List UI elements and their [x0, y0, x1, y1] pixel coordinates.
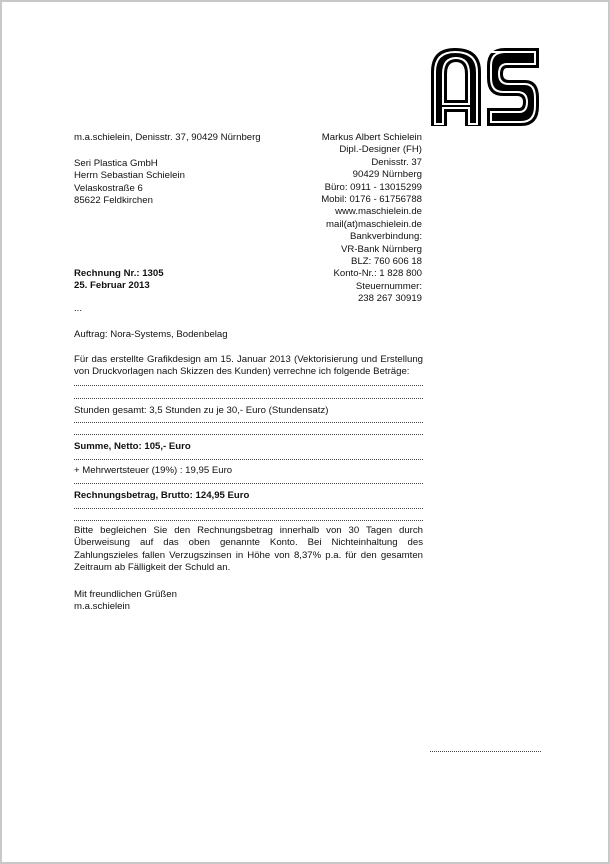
bank-code: BLZ: 760 606 18: [351, 255, 422, 267]
contact-street: Denisstr. 37: [371, 156, 422, 168]
invoice-header: [74, 268, 164, 293]
contact-city: 90429 Nürnberg: [352, 169, 422, 181]
dotted-rule: [74, 422, 423, 423]
dotted-rule: [74, 459, 423, 460]
payment-terms-paragraph: Bitte begleichen Sie den Rechnungsbetrag innerhalb von 30 Tagen durch Überweisung auf das oben genannte Konto. Bei Nichteinhaltung des Zahlungszieles fallen Verzugszinsen in Höhe von 8,37% p.a. für den gesamten Zeitraum ab Fälligkeit der Schuld an.: [74, 525, 423, 574]
dotted-rule: [74, 483, 423, 484]
sender-contact-block: [321, 132, 422, 305]
recipient-street: Velaskostraße 6: [74, 182, 143, 194]
account-number: Konto-Nr.: 1 828 800: [333, 268, 422, 280]
recipient-person: Herrn Sebastian Schielein: [74, 170, 185, 182]
recipient-city: 85622 Feldkirchen: [74, 195, 153, 207]
contact-email: mail(at)maschielein.de: [326, 218, 422, 230]
intro-paragraph: Für das erstellte Grafikdesign am 15. Januar 2013 (Vektorisierung und Erstellung von Druckvorlagen nach Skizzen des Kunden) verrechne ich folgende Beträge:: [74, 354, 423, 378]
tax-heading: Steuernummer:: [355, 280, 422, 292]
contact-office-phone: Büro: 0911 - 13015299: [324, 181, 422, 193]
contact-name: Markus Albert Schielein: [321, 132, 422, 143]
ellipsis-text: ...: [74, 303, 82, 314]
greeting-line: Mit freundlichen Grüßen: [74, 589, 177, 600]
dotted-rule: [74, 434, 423, 435]
dotted-rule: [74, 398, 423, 399]
order-subject: Auftrag: Nora-Systems, Bodenbelag: [74, 329, 228, 340]
contact-website: www.maschielein.de: [335, 206, 422, 218]
dotted-rule: [74, 520, 423, 521]
sender-address-line: m.a.schielein, Denisstr. 37, 90429 Nürnberg: [74, 132, 261, 143]
gross-total-line: Rechnungsbetrag, Brutto: 124,95 Euro: [74, 490, 250, 501]
as-logo: [429, 46, 541, 128]
recipient-address: [74, 158, 185, 208]
bank-heading: Bankverbindung:: [349, 231, 422, 243]
contact-title: Dipl.-Designer (FH): [339, 144, 422, 156]
hours-line: Stunden gesamt: 3,5 Stunden zu je 30,- Euro (Stundensatz): [74, 405, 329, 416]
dotted-rule: [74, 508, 423, 509]
greeting: [74, 589, 177, 614]
invoice-number: Rechnung Nr.: 1305: [74, 268, 164, 279]
invoice-date: 25. Februar 2013: [74, 280, 150, 292]
contact-mobile: Mobil: 0176 - 61756788: [321, 193, 422, 205]
bank-name: VR-Bank Nürnberg: [340, 243, 422, 255]
dotted-rule: [74, 385, 423, 386]
vat-line: + Mehrwertsteuer (19%) : 19,95 Euro: [74, 465, 233, 476]
greeting-name: m.a.schielein: [74, 601, 130, 613]
net-total-line: Summe, Netto: 105,- Euro: [74, 441, 191, 452]
tax-number: 238 267 30919: [357, 293, 422, 305]
recipient-company: Seri Plastica GmbH: [74, 158, 158, 169]
signature-line: [430, 751, 541, 752]
